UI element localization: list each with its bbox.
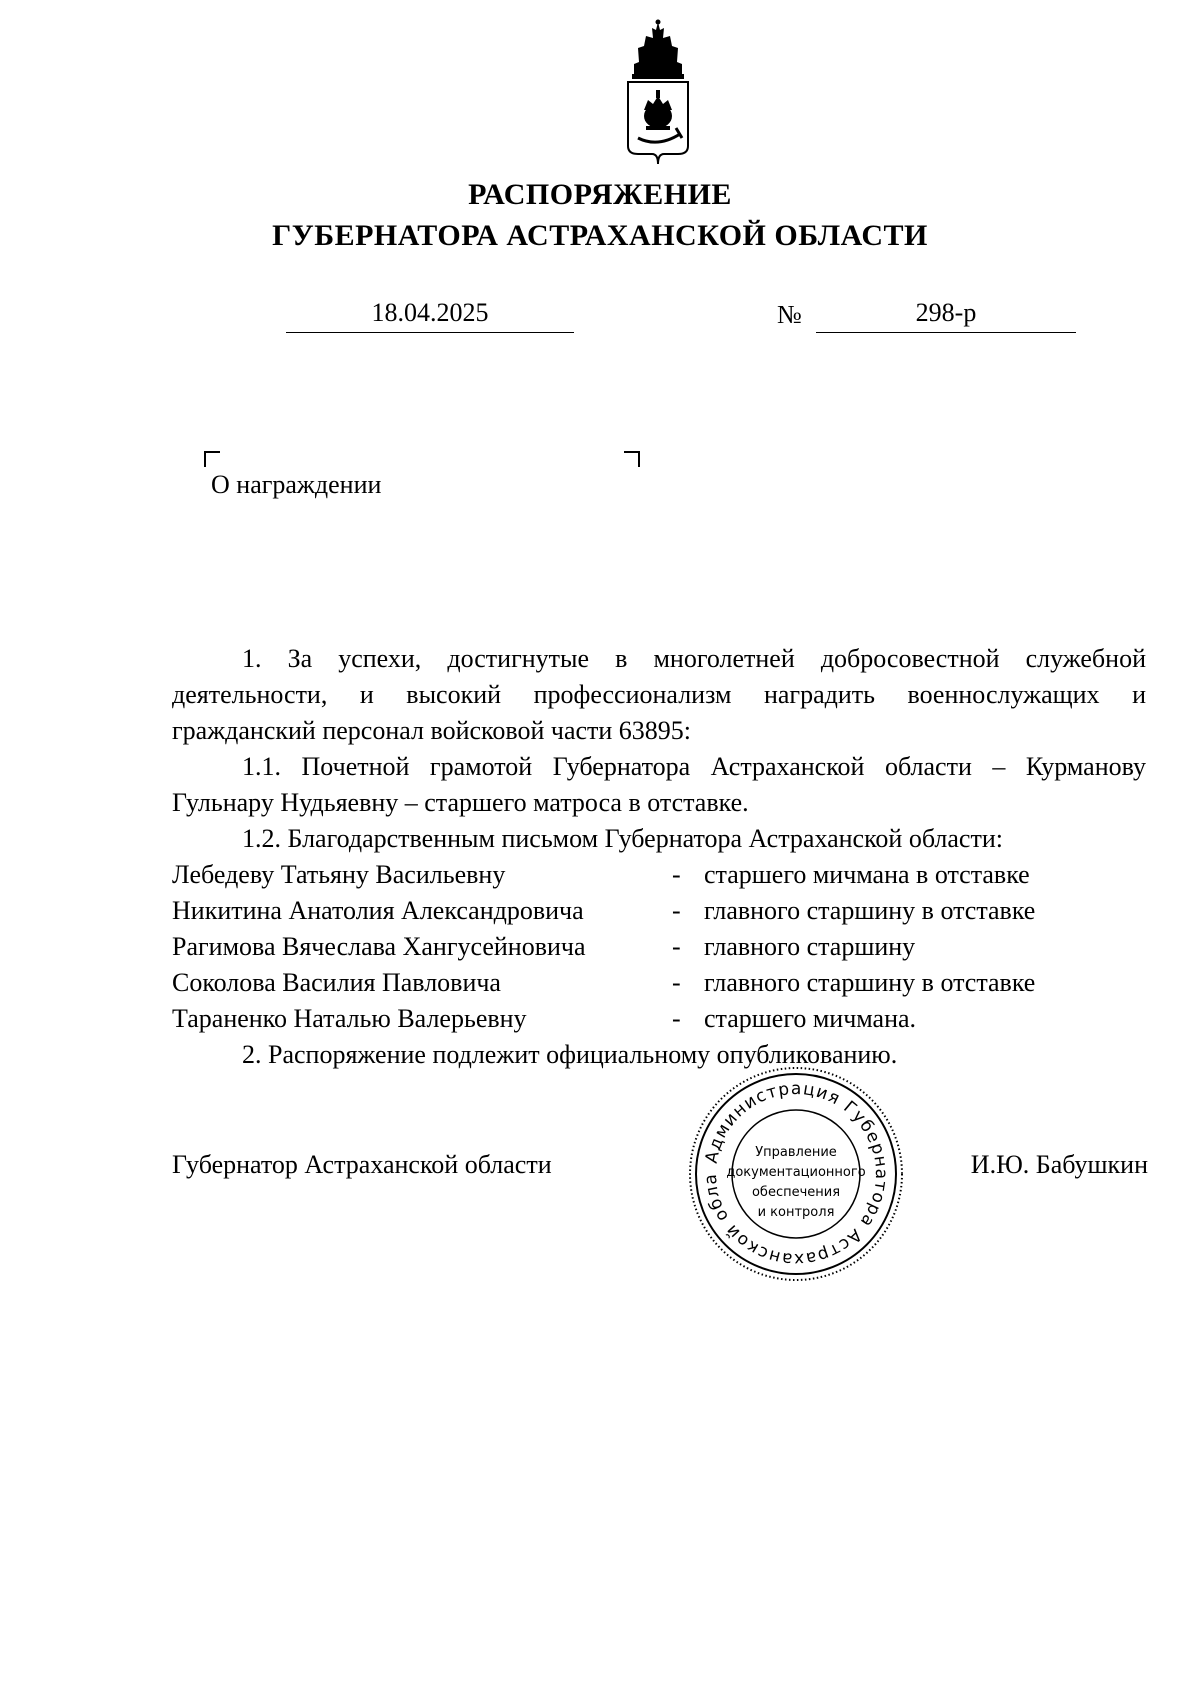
awardee-rank: главного старшину в отставке (704, 896, 1036, 925)
official-seal (685, 1063, 907, 1285)
seal-graphic (685, 1063, 907, 1285)
awardee-dash: - (672, 860, 681, 889)
document-body (172, 641, 1146, 1073)
awardee-name: Лебедеву Татьяну Васильевну (172, 860, 506, 889)
awardee-name: Соколова Василия Павловича (172, 968, 501, 997)
list-item (172, 857, 1146, 893)
awardee-name: Тараненко Наталью Валерьевну (172, 1004, 527, 1033)
list-item (172, 929, 1146, 965)
list-item (172, 893, 1146, 929)
awardee-rank: старшего мичмана в отставке (704, 860, 1030, 889)
document-type-title: РАСПОРЯЖЕНИЕ (468, 178, 732, 211)
awardees-list (172, 857, 1146, 1037)
awardee-dash: - (672, 896, 681, 925)
subject-corner-left (204, 451, 220, 467)
paragraph-1-line-1: 1. За успехи, достигнутые в многолетней добросовестной служебной (242, 644, 1146, 673)
awardee-dash: - (672, 1004, 681, 1033)
seal-center-line-2: документационного (726, 1165, 866, 1180)
astrakhan-coat-of-arms-icon (620, 18, 696, 168)
number-sign: № (777, 300, 802, 329)
awardee-dash: - (672, 932, 681, 961)
list-item (172, 1001, 1146, 1037)
issuer-title: ГУБЕРНАТОРА АСТРАХАНСКОЙ ОБЛАСТИ (272, 219, 928, 252)
document-number: 298-р (816, 298, 1076, 333)
seal-center-line-1: Управление (755, 1145, 837, 1160)
awardee-name: Рагимова Вячеслава Хангусейновича (172, 932, 586, 961)
seal-center-line-4: и контроля (757, 1205, 835, 1220)
document-subject: О награждении (211, 470, 382, 499)
awardee-rank: старшего мичмана. (704, 1004, 917, 1033)
seal-center-line-3: обеспечения (751, 1185, 841, 1200)
paragraph-2: 2. Распоряжение подлежит официальному опубликованию. (242, 1040, 898, 1069)
awardee-rank: главного старшину (704, 932, 916, 961)
awardee-name: Никитина Анатолия Александровича (172, 896, 584, 925)
list-item (172, 965, 1146, 1001)
paragraph-1-line-2: деятельности, и высокий профессионализм наградить военнослужащих и (172, 680, 1146, 709)
signatory-name: И.Ю. Бабушкин (970, 1150, 1148, 1179)
coat-of-arms-emblem (620, 18, 696, 168)
paragraph-1-1-line-1: 1.1. Почетной грамотой Губернатора Астраханской области – Курманову (242, 752, 1146, 781)
paragraph-1-1-line-2: Гульнару Нудьяевну – старшего матроса в отставке. (172, 788, 749, 817)
document-date: 18.04.2025 (286, 298, 574, 333)
awardee-dash: - (672, 968, 681, 997)
paragraph-1-line-3: гражданский персонал войсковой части 63895: (172, 716, 692, 745)
subject-corner-right (624, 451, 640, 467)
signatory-position: Губернатор Астраханской области (172, 1150, 552, 1179)
seal-ring-text: Администрация Губернатора Астраханской обла (700, 1078, 892, 1270)
awardee-rank: главного старшину в отставке (704, 968, 1036, 997)
paragraph-1-2: 1.2. Благодарственным письмом Губернатора Астраханской области: (242, 824, 1003, 853)
